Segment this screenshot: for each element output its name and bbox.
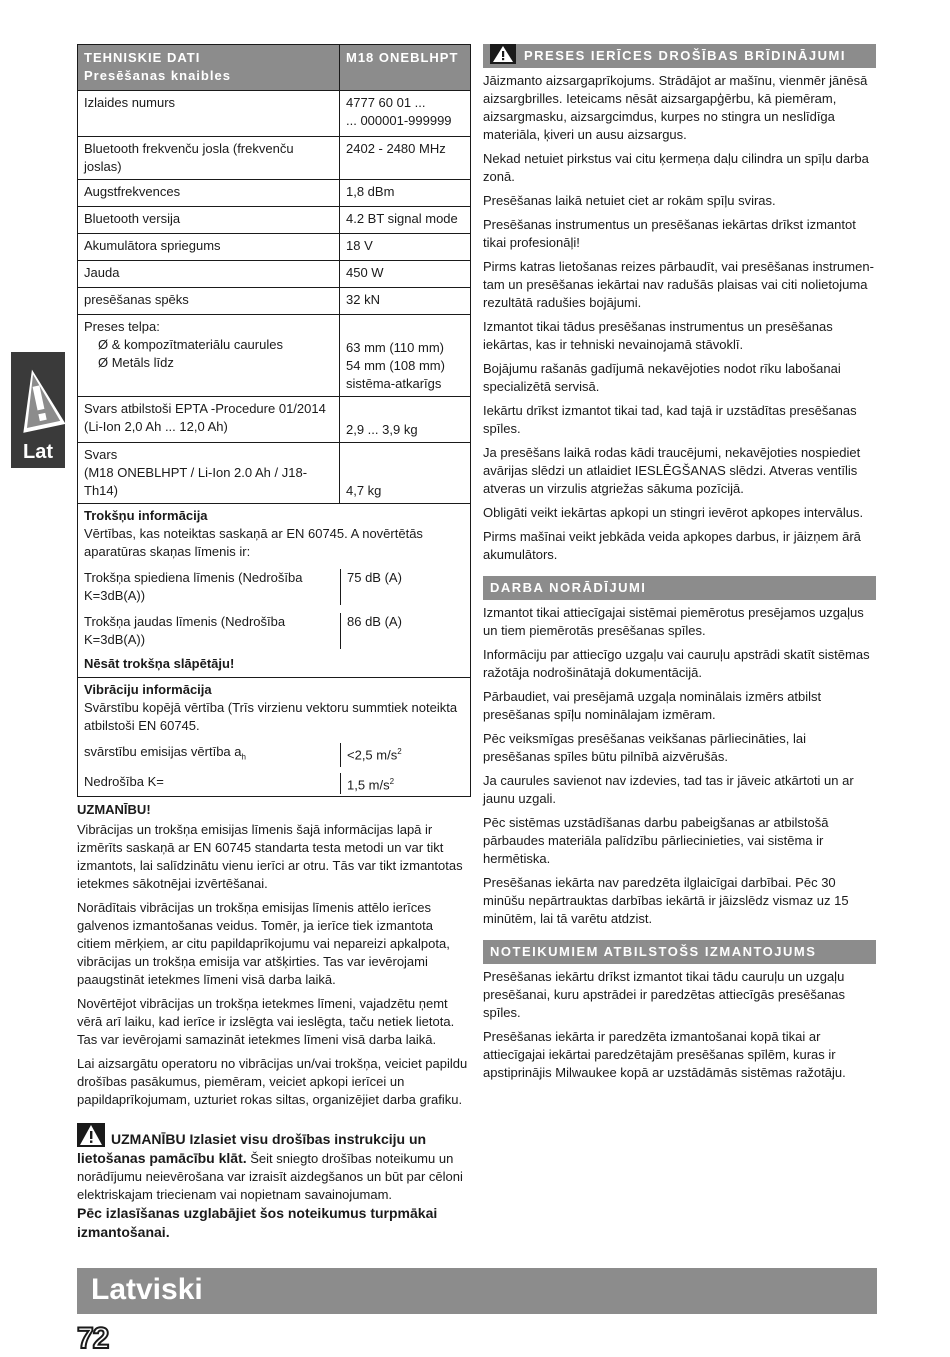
attention-heading: UZMANĪBU! xyxy=(77,801,151,817)
paragraph: Lai aizsargātu operatoru no vibrācijas un/vai trokšņa, veiciet papildu drošības pasākumus, piemēram, veiciet apkopi ierīcei un papildaprīkojumam, uzturiet rokas siltas, organizējiet darba grafiku. xyxy=(77,1055,468,1107)
table-row xyxy=(78,91,471,137)
warning-text: Šeit sniegto drošības noteikumu un norādījumu neievērošana var izraisīt aizdegšanos un būt par cēloni elektriskajam triecienam vai nopietnam savainojumam. xyxy=(77,1150,463,1202)
warning-icon xyxy=(11,358,65,438)
paragraph: Presēšanas instrumentus un presēšanas iekārtas drīkst izmantot tikai profesionāļi! xyxy=(483,217,856,250)
vibration-section xyxy=(78,678,471,797)
row-value: 18 V xyxy=(346,238,373,253)
warning-bold-text: UZMANĪBU Izlasiet visu drošības instrukciju un lietošanas pamācību klāt. xyxy=(77,1130,427,1166)
paragraph: Novērtējot vibrācijas un trokšņa ietekmes līmeni, vajadzētu ņemt vērā arī laiku, kad ierīce ir izslēgta vai ieslēgta, taču netiek lietota. Tas var ievērojami samazināt ietekmes līmeni visā darba laikā. xyxy=(77,995,455,1047)
paragraph: Bojājumu rašanās gadījumā nekavējoties nodot rīku labošanai specializētā servisā. xyxy=(483,361,841,394)
left-column xyxy=(77,44,470,1248)
row-value: 1,8 dBm xyxy=(346,184,395,199)
paragraph: Pārbaudiet, vai presējamā uzgaļa nominālais izmērs atbilst presēšanas spīļu nominālajam izmēram. xyxy=(483,689,822,722)
press-range-item-1: Ø & kompozītmateriālu caurules xyxy=(98,337,283,352)
noise-pressure-row xyxy=(84,569,464,605)
work-text xyxy=(483,604,876,928)
weight-epta-label: Svars atbilstoši EPTA -Procedure 01/2014 xyxy=(84,401,326,416)
paragraph: Nekad netuiet pirkstus vai citu ķermeņa daļu cilindra un spīļu darba zonā. xyxy=(483,151,869,184)
warning-paragraph xyxy=(77,1123,470,1242)
row-label: Izlaides numurs xyxy=(84,95,176,110)
usage-section-title: NOTEIKUMIEM ATBILSTOŠS IZMANTOJUMS xyxy=(490,944,817,959)
paragraph: Pirms mašīnai veikt jebkāda veida apkopes darbus, ir jāizņem ārā akumulātors. xyxy=(483,529,861,562)
row-value-2: ... 000001-999999 xyxy=(346,113,452,128)
noise-power-row xyxy=(84,613,464,649)
safety-section-header xyxy=(483,44,876,68)
table-row xyxy=(78,288,471,315)
row-label: Bluetooth frekvenču josla (frekvenču joslas) xyxy=(84,141,294,174)
row-value: 450 W xyxy=(346,265,384,280)
vibration-emission-row xyxy=(84,743,464,767)
paragraph: Pēc veiksmīgas presēšanas veikšanas pārliecināties, lai presēšanas spīles būtu pilnībā aizvērušās. xyxy=(483,731,806,764)
noise-power-value: 86 dB (A) xyxy=(340,613,470,649)
paragraph: Obligāti veikt iekārtas apkopi un stingri ievērot apkopes intervālus. xyxy=(483,505,864,520)
table-row-press-range xyxy=(78,315,471,397)
ear-protection-note: Nēsāt trokšņa slāpētāju! xyxy=(84,656,235,671)
paragraph: Pēc sistēmas uzstādīšanas darbu pabeigšanas ar atbilstošā pārbaudes materiāla palīdzību pārliecinieties, vai sistēma ir hermētiska. xyxy=(483,815,829,866)
noise-pressure-label: Trokšņa spiediena līmenis (Nedrošība K=3dB(A)) xyxy=(84,570,303,603)
side-tab-label: Lat xyxy=(23,441,53,463)
noise-section xyxy=(78,504,471,678)
paragraph: Ja presēšans laikā rodas kādi traucējumi, nekavējoties nospiediet avārijas slēdzi un atlaidiet IESLĒGŠANAS slēdzi. Atveras ventīlis atveras un virzulis atgriežas sākuma pozīcijā. xyxy=(483,445,861,496)
vibration-emission-superscript: 2 xyxy=(397,747,402,756)
row-label: Bluetooth versija xyxy=(84,211,181,226)
table-row xyxy=(78,137,471,180)
table-row-weight-epta xyxy=(78,397,471,443)
vibration-description: Svārstību kopējā vērtība (Trīs virzienu vektoru summtiek noteikta atbilstoši EN 60745. xyxy=(84,700,458,733)
paragraph: Presēšanas iekārtu drīkst izmantot tikai tādu cauruļu un uzgaļu presēšanai, kuru apstrādei ir paredzētas attiecīgās presēšanas spīles. xyxy=(483,969,846,1020)
usage-text xyxy=(483,968,876,1082)
paragraph: Informāciju par attiecīgo uzgaļu vai cauruļu apstrādi skatīt sistēmas ražotāja nodrošinātajā dokumentācijā. xyxy=(483,647,870,680)
vibration-emission-label: svārstību emisijas vērtība a xyxy=(84,744,242,759)
paragraph: Vibrācijas un trokšņa emisijas līmenis šajā informācijas lapā ir izmērīts saskaņā ar EN 60745 standarta testa metodi un var tikt izmantots, lai salīdzinātu vienu ierīci ar otru. Tās var tikt izmantotas ietekmes sākotnējai izvērtēšanai. xyxy=(77,821,463,891)
model-name: M18 ONEBLHPT xyxy=(346,50,459,65)
vibration-emission-subscript: h xyxy=(241,752,246,762)
weight-value: 4,7 kg xyxy=(346,483,382,498)
tech-data-table xyxy=(77,44,471,797)
weight-label-2: (M18 ONEBLHPT / Li-Ion 2.0 Ah / J18-Th14) xyxy=(84,465,308,498)
warning-triangle-icon xyxy=(77,1123,105,1147)
paragraph: Jāizmanto aizsargaprīkojums. Strādājot ar mašīnu, vienmēr jānēsā aizsargbrilles. Ieteicams nēsāt aizsargapģērbu, kā piemēram, aizsargmasku, aizsargcimdus, kurpes no stingra un neslīdīga materiāla, ķiveri un ausu aizsargus. xyxy=(483,73,868,142)
row-value: 2402 - 2480 MHz xyxy=(346,141,446,156)
work-section-header xyxy=(483,576,876,600)
weight-label: Svars xyxy=(84,447,118,462)
paragraph: Pirms katras lietošanas reizes pārbaudīt, vai presēšanas instrumen-tam un presēšanas iekārtai nav radušās plaisas vai citi nolietojuma rezultātā radušies bojājumi. xyxy=(483,259,874,310)
row-label: presēšanas spēks xyxy=(84,292,189,307)
language-side-tab xyxy=(11,352,65,468)
table-row xyxy=(78,234,471,261)
noise-description: Vērtības, kas noteiktas saskaņā ar EN 60745. A novērtētās aparatūras skaņas līmenis ir: xyxy=(84,526,423,559)
footer-language-label: Latviski xyxy=(91,1273,203,1306)
press-range-label: Preses telpa: xyxy=(84,319,160,334)
row-value: 4777 60 01 ... xyxy=(346,95,426,110)
weight-epta-label-2: (Li-Ion 2,0 Ah ... 12,0 Ah) xyxy=(84,419,228,434)
table-row xyxy=(78,261,471,288)
row-label: Jauda xyxy=(84,265,120,280)
weight-epta-value: 2,9 ... 3,9 kg xyxy=(346,422,418,437)
right-column xyxy=(483,44,876,1088)
paragraph: Presēšanas iekārta nav paredzēta ilglaicīgai darbībai. Pēc 30 minūšu nepārtrauktas darbības iekārtā ir jāizslēdz vismaz uz 15 minūtēm, lai tā varētu atdzist. xyxy=(483,875,849,926)
work-section-title: DARBA NORĀDĪJUMI xyxy=(490,580,647,595)
noise-title: Trokšņu informācija xyxy=(84,508,208,523)
row-value: 32 kN xyxy=(346,292,380,307)
press-range-item-2: Ø Metāls līdz xyxy=(98,355,174,370)
vibration-title: Vibrāciju informācija xyxy=(84,682,212,697)
vibration-emission-value: <2,5 m/s xyxy=(347,747,398,763)
tech-data-subtitle: Presēšanas knaibles xyxy=(84,68,231,83)
vibration-k-label: Nedrošība K= xyxy=(84,773,164,789)
table-row xyxy=(78,207,471,234)
page-number: 72 xyxy=(77,1322,109,1355)
press-range-value-2: 54 mm (108 mm) xyxy=(346,358,445,373)
row-label: Akumulātora spriegums xyxy=(84,238,221,253)
vibration-k-superscript: 2 xyxy=(389,776,395,786)
paragraph: Presēšanas iekārta ir paredzēta izmantošanai kopā tikai ar attiecīgajai iekārtai paredzētajām presēšanas spīlēm, kuras ir apstiprinājis Milwaukee kopā ar uzstādāmās sistēmas ražotāju. xyxy=(483,1029,846,1080)
row-value: 4.2 BT signal mode xyxy=(346,211,458,226)
press-range-value-3: sistēma-atkarīgs xyxy=(346,376,442,391)
tech-data-title: TEHNISKIE DATI xyxy=(84,50,201,65)
safety-section-title: PRESES IERĪCES DROŠĪBAS BRĪDINĀJUMI xyxy=(524,48,846,63)
tech-table-header xyxy=(78,45,471,91)
footer-language-bar xyxy=(77,1268,877,1314)
noise-power-label: Trokšņa jaudas līmenis (Nedrošība K=3dB(A)) xyxy=(84,614,286,647)
vibration-k-value: 1,5 m/s xyxy=(347,776,390,792)
noise-pressure-value: 75 dB (A) xyxy=(340,569,470,605)
table-row-weight xyxy=(78,443,471,504)
safety-text xyxy=(483,72,876,564)
vibration-k-row xyxy=(84,773,464,794)
left-notes xyxy=(77,801,470,1242)
paragraph: Iekārtu drīkst izmantot tikai tad, kad tajā ir uzstādītas presēšanas spīles. xyxy=(483,403,857,436)
paragraph: Izmantot tikai tādus presēšanas instrumentus un presēšanas iekārtas, kas ir tehniski nevainojamā stāvoklī. xyxy=(483,319,833,352)
row-label: Augstfrekvences xyxy=(84,184,181,199)
press-range-value-1: 63 mm (110 mm) xyxy=(346,340,444,355)
keep-instructions-note: Pēc izlasīšanas uzglabājiet šos noteikumus turpmākai izmantošanai. xyxy=(77,1204,438,1240)
warning-triangle-icon xyxy=(490,44,516,64)
paragraph: Norādītais vibrācijas un trokšņa emisijas līmenis attēlo ierīces galvenos izmantošanas veidus. Tomēr, ja ierīce tiek izmantota citiem mērķiem, ar citu papildaprīkojumu vai nepareizi apkalpota, vibrācijas un trokšņa emisija var atšķirties. Tas var ievērojami paaugstināt ietekmes līmeni visā darba laikā. xyxy=(77,899,450,987)
paragraph: Ja caurules savienot nav izdevies, tad tas ir jāveic atkārtoti un ar jaunu uzgali. xyxy=(483,773,854,806)
paragraph: Presēšanas laikā netuiet ciet ar rokām spīļu sviras. xyxy=(483,193,776,208)
table-row xyxy=(78,180,471,207)
usage-section-header xyxy=(483,940,876,964)
paragraph: Izmantot tikai attiecīgajai sistēmai piemērotus presējamos uzgaļus un tiem piemērotās presēšanas spīles. xyxy=(483,605,864,638)
